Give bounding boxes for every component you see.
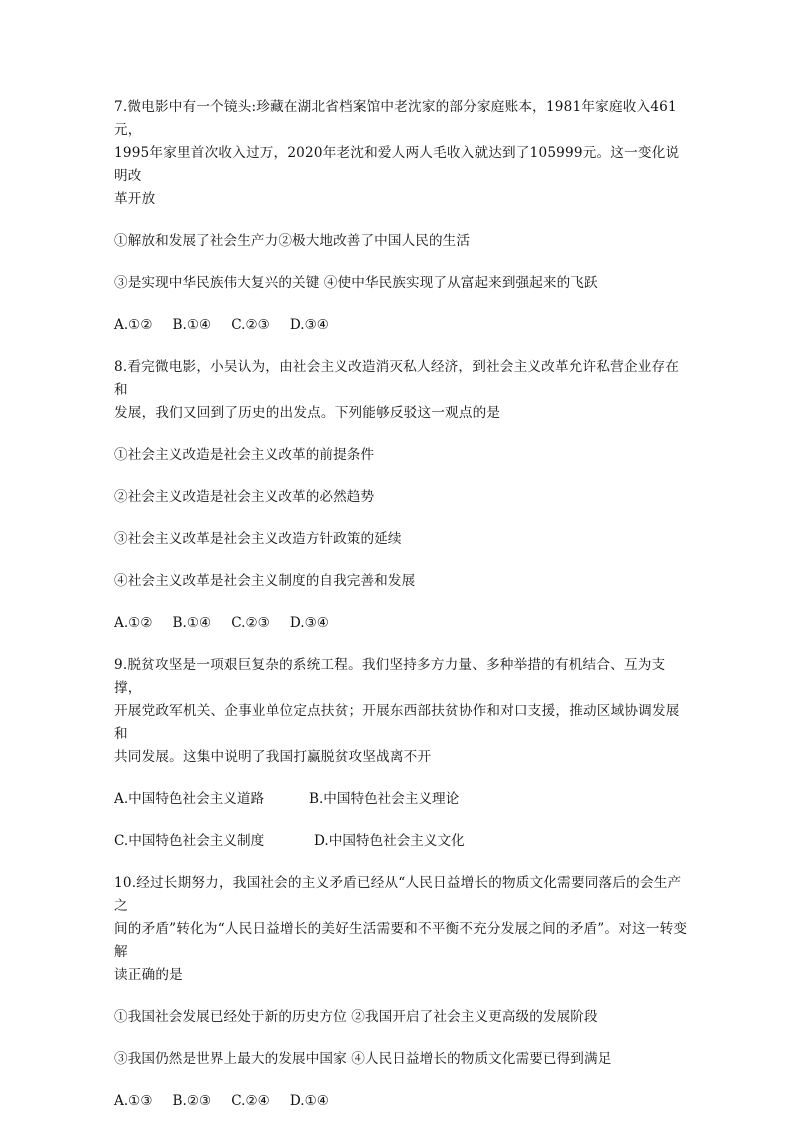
question-8-statement-1: ①社会主义改造是社会主义改革的前提条件 <box>114 447 375 463</box>
question-8-stem-line-2: 发展，我们又回到了历史的出发点。下列能够反驳这一观点的是 <box>114 405 501 421</box>
choice-c: C.②④ <box>231 1093 270 1109</box>
question-8-statement-4: ④社会主义改革是社会主义制度的自我完善和发展 <box>114 573 416 589</box>
question-8 <box>114 356 692 635</box>
choice-a: A.①② <box>114 615 153 631</box>
question-7-choices <box>114 314 692 337</box>
choice-c: C.②③ <box>231 317 270 333</box>
question-7-stem-line-3: 革开放 <box>114 191 156 207</box>
choice-b: B.中国特色社会主义理论 <box>309 791 460 807</box>
choice-c: C.中国特色社会主义制度 <box>114 833 265 849</box>
question-10-statement-2: ③我国仍然是世界上最大的发展中国家 ④人民日益增长的物质文化需要已得到满足 <box>114 1051 612 1067</box>
question-8-choices <box>114 612 692 635</box>
question-7-stem-line-2: 1995年家里首次收入过万，2020年老沈和爱人两人毛收入就达到了105999元。这一变化说明改 <box>114 145 680 184</box>
question-10-choices <box>114 1090 692 1113</box>
question-8-statement-2: ②社会主义改造是社会主义改革的必然趋势 <box>114 489 375 505</box>
question-10-stem-line-2: 间的矛盾”转化为“人民日益增长的美好生活需要和不平衡不充分发展之间的矛盾”。对这一转变解 <box>114 921 688 960</box>
question-8-stem-line-1: 8.看完微电影，小吴认为，由社会主义改造消灭私人经济，到社会主义改革允许私营企业存在和 <box>114 359 680 398</box>
question-10-stem-line-3: 读正确的是 <box>114 967 183 983</box>
choice-a: A.①③ <box>114 1093 153 1109</box>
choice-a: A.中国特色社会主义道路 <box>114 791 265 807</box>
exam-page <box>114 96 692 1113</box>
question-9-stem-line-1: 9.脱贫攻坚是一项艰巨复杂的系统工程。我们坚持多方力量、多种举措的有机结合、互为支撑， <box>114 657 666 696</box>
question-9-choices-row-2 <box>114 830 692 853</box>
choice-a: A.①② <box>114 317 153 333</box>
choice-d: D.中国特色社会主义文化 <box>314 833 465 849</box>
question-8-statement-3: ③社会主义改革是社会主义改造方针政策的延续 <box>114 531 402 547</box>
choice-d: D.①④ <box>289 1093 329 1109</box>
question-7-statement-2: ③是实现中华民族伟大复兴的关键 ④使中华民族实现了从富起来到强起来的飞跃 <box>114 275 598 291</box>
choice-b: B.①④ <box>172 615 212 631</box>
question-7-statement-1: ①解放和发展了社会生产力②极大地改善了中国人民的生活 <box>114 233 471 249</box>
choice-d: D.③④ <box>289 615 329 631</box>
question-10-statement-1: ①我国社会发展已经处于新的历史方位 ②我国开启了社会主义更高级的发展阶段 <box>114 1009 598 1025</box>
question-7-stem-line-1: 7.微电影中有一个镜头:珍藏在湖北省档案馆中老沈家的部分家庭账本，1981年家庭收入461元， <box>114 99 677 138</box>
question-9-choices-row-1 <box>114 788 692 811</box>
question-9-stem-line-3: 共同发展。这集中说明了我国打赢脱贫攻坚战离不开 <box>114 749 432 765</box>
question-7 <box>114 96 692 337</box>
question-10-stem-line-1: 10.经过长期努力，我国社会的主义矛盾已经从“人民日益增长的物质文化需要同落后的会生产之 <box>114 875 682 914</box>
choice-b: B.①④ <box>172 317 212 333</box>
question-10 <box>114 872 692 1113</box>
question-9 <box>114 654 692 853</box>
choice-d: D.③④ <box>289 317 329 333</box>
choice-c: C.②③ <box>231 615 270 631</box>
question-9-stem-line-2: 开展党政军机关、企事业单位定点扶贫；开展东西部扶贫协作和对口支援，推动区域协调发展和 <box>114 703 680 742</box>
choice-b: B.②③ <box>172 1093 212 1109</box>
